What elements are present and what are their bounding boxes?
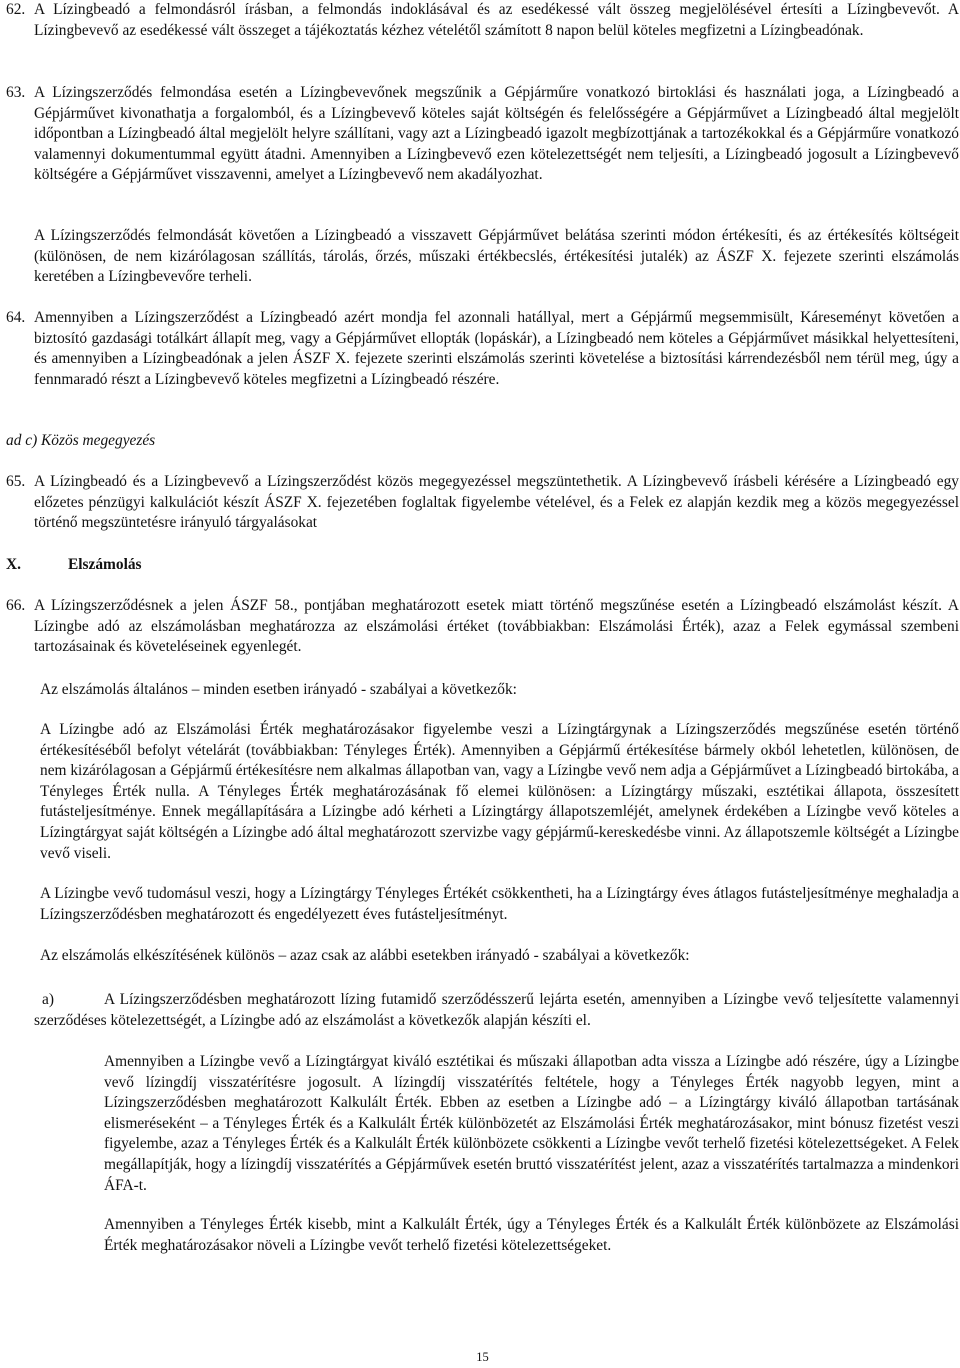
clause-66: [6, 596, 959, 658]
clause-number: 63.: [6, 84, 26, 101]
clause-number: 62.: [6, 1, 26, 18]
general-rules-intro: Az elszámolás általános – minden esetben irányadó - szabályai a következők:: [40, 681, 517, 698]
clause-text: A Lízingbeadó és a Lízingbevevő a Lízingszerződést közös megegyezéssel megszüntethetik. A Lízingbevevő írásbeli kérésére a Lízingbeadó egy előzetes pénzügyi kalkulációt készít ÁSZF X. fejezetében foglaltak figyelembe vételével, és a Felek ez alapján kezdik meg a közös megegyezéssel történő megszüntetésre irányuló tárgyalásokat: [34, 473, 959, 532]
document-page: [6, 0, 959, 1362]
clause-64: [6, 308, 959, 390]
paragraph-text: A Lízingszerződés felmondását követően a Lízingbeadó a visszavett Gépjárművet belátása szerinti módon értékesíti, és az értékesítés költségeit (különösen, de nem kizárólagosan szállítás, tárolás, őrzés, műszaki értékbecslés, értékesítési jutalék) az ÁSZF X. fejezete szerinti elszámolás keretében a Lízingbevevőre terheli.: [34, 227, 959, 286]
clause-text: A Lízingbeadó a felmondásról írásban, a felmondás indoklásával és az esedékessé vált összeg megjelölésével értesíti a Lízingbevevőt. A Lízingbevevő az esedékessé vált összeget a tájékoztatás kézhez vételétől számított 8 napon belül köteles megfizetni a Lízingbeadónak.: [34, 1, 959, 39]
list-item-a: [34, 990, 959, 1031]
clause-62: [6, 0, 959, 41]
subheading-common-agreement: ad c) Közös megegyezés: [6, 432, 156, 449]
clause-63: [6, 83, 959, 186]
clause-number: 64.: [6, 309, 26, 326]
general-rule-paragraph: A Lízingbe adó az Elszámolási Érték meghatározásakor figyelembe veszi a Lízingtárgynak a Lízingszerződés megszűnése esetén történő értékesítéséből befolyt vételárát (továbbiakban: Tényleges Érték). Amennyiben a Gépjármű értékesítése bármely okból lehetetlen, különösen, de nem kizárólagosan a Gépjármű értékesítésre nem alkalmas állapotban van, vagy a Lízingbe vevő nem adja a Gépjárművet a Lízingbeadó birtokába, a Tényleges Érték nulla. A Tényleges Érték meghatározásának fő elemei különösen: a Lízingtárgy műszaki, esztétikai állapota, összesített futásteljesítménye. Ennek megállapítására a Lízingbe adó kérheti a Lízingtárgy állapotszemléjét, amelynek érdekében a Lízingbe vevő köteles a Lízingtárgyat saját költségén a Lízingbe adó által meghatározott szervizbe vagy gépjármű-kereskedésbe vinni. Az állapotszemle költségét a Lízingbe vevő viseli.: [40, 721, 959, 862]
list-a-paragraph: Amennyiben a Tényleges Érték kisebb, mint a Kalkulált Érték, úgy a Tényleges Érték és a Kalkulált Érték különbözete az Elszámolási Érték meghatározásakor növeli a Lízingbe vevőt terhelő fizetési kötelezettségeket.: [104, 1216, 959, 1254]
special-rules-intro: Az elszámolás elkészítésének különös – azaz csak az alábbi esetekben irányadó - szabályai a következők:: [40, 947, 690, 964]
list-item-text: A Lízingszerződésben meghatározott lízing futamidő szerződésszerű lejárta esetén, amennyiben a Lízingbe vevő teljesítette valamennyi szerződéses kötelezettségét, a Lízingbe adó az elszámolást a következők alapján készíti el.: [34, 991, 959, 1029]
clause-63-continuation: [34, 226, 959, 288]
clause-text: A Lízingszerződés felmondása esetén a Lízingbevevőnek megszűnik a Gépjárműre vonatkozó birtoklási és használati joga, a Lízingbeadó a Gépjárművet kivonathatja a forgalomból, és a Lízingbevevő köteles saját költségén és felelősségére a Gépjárművet a Lízingbeadó által megjelölt időpontban a Lízingbeadó által megjelölt helyre szállítani, vagy azt a Lízingbeadó igazolt megbízottjának a tartozékokkal és a Gépjárműre vonatkozó valamennyi dokumentummal együtt átadni. Amennyiben a Lízingbevevő ezen kötelezettségét nem teljesíti, a Lízingbeadó jogosult a Lízingbevevő költségére a Gépjárművet visszavenni, amelyet a Lízingbevevő nem akadályozhat.: [34, 84, 959, 184]
clause-number: 65.: [6, 473, 26, 490]
page-number: 15: [476, 1350, 489, 1364]
list-a-paragraph: Amennyiben a Lízingbe vevő a Lízingtárgyat kiváló esztétikai és műszaki állapotban adta vissza a Lízingbe adó részére, úgy a Lízingbe vevő lízingdíj visszatérítésre jogosult. A lízingdíj visszatérítés feltétele, hogy a Tényleges Érték nagyobb legyen, mint a Lízingszerződésben meghatározott Kalkulált Érték. Ebben az esetben a Lízingbe adó – a Lízingtárgy kiváló állapotban tartásának elismeréseként – a Tényleges Érték és a Kalkulált Érték különbözetét az Elszámolási Érték meghatározásakor, mint bónusz fizetést veszi figyelembe, azaz a Tényleges Érték és a Kalkulált Érték különbözete csökkenti a Lízingbe vevőt terhelő fizetési kötelezettségeket. A Felek megállapítják, hogy a lízingdíj visszatérítés a Gépjárművek esetén bruttó visszatérítést jelent, azaz a visszatérítés tartalmazza a mindenkori ÁFA-t.: [104, 1053, 959, 1194]
section-title: Elszámolás: [68, 556, 142, 573]
clause-text: Amennyiben a Lízingszerződést a Lízingbeadó azért mondja fel azonnali hatállyal, mert a Gépjármű megsemmisült, Káreseményt követően a biztosító gazdasági totálkárt állapít meg, vagy a Gépjárművet ellopták (lopáskár), a Lízingbeadó nem köteles a Gépjárművet másikkal helyettesíteni, és amennyiben a Lízingbeadónak a jelen ÁSZF X. fejezete szerinti elszámolás szerinti követelése a biztosítási kárrendezésből nem térül meg, úgy a fennmaradó részt a Lízingbevevő köteles megfizetni a Lízingbeadó részére.: [34, 309, 959, 388]
clause-text: A Lízingszerződésnek a jelen ÁSZF 58., pontjában meghatározott esetek miatt történő megszűnése esetén a Lízingbeadó elszámolást készít. A Lízingbe adó az elszámolásban meghatározza az elszámolási értéket (továbbiakban: Elszámolási Érték), azaz a Felek egymással szembeni tartozásainak és követeléseinek egyenlegét.: [34, 597, 959, 656]
general-rule-paragraph: A Lízingbe vevő tudomásul veszi, hogy a Lízingtárgy Tényleges Értékét csökkentheti, ha a Lízingtárgy éves átlagos futásteljesítménye meghaladja a Lízingszerződésben meghatározott és engedélyezett éves futásteljesítményt.: [40, 885, 959, 923]
section-number: X.: [6, 556, 21, 573]
list-marker: a): [42, 991, 54, 1008]
clause-65: [6, 472, 959, 534]
clause-number: 66.: [6, 597, 26, 614]
